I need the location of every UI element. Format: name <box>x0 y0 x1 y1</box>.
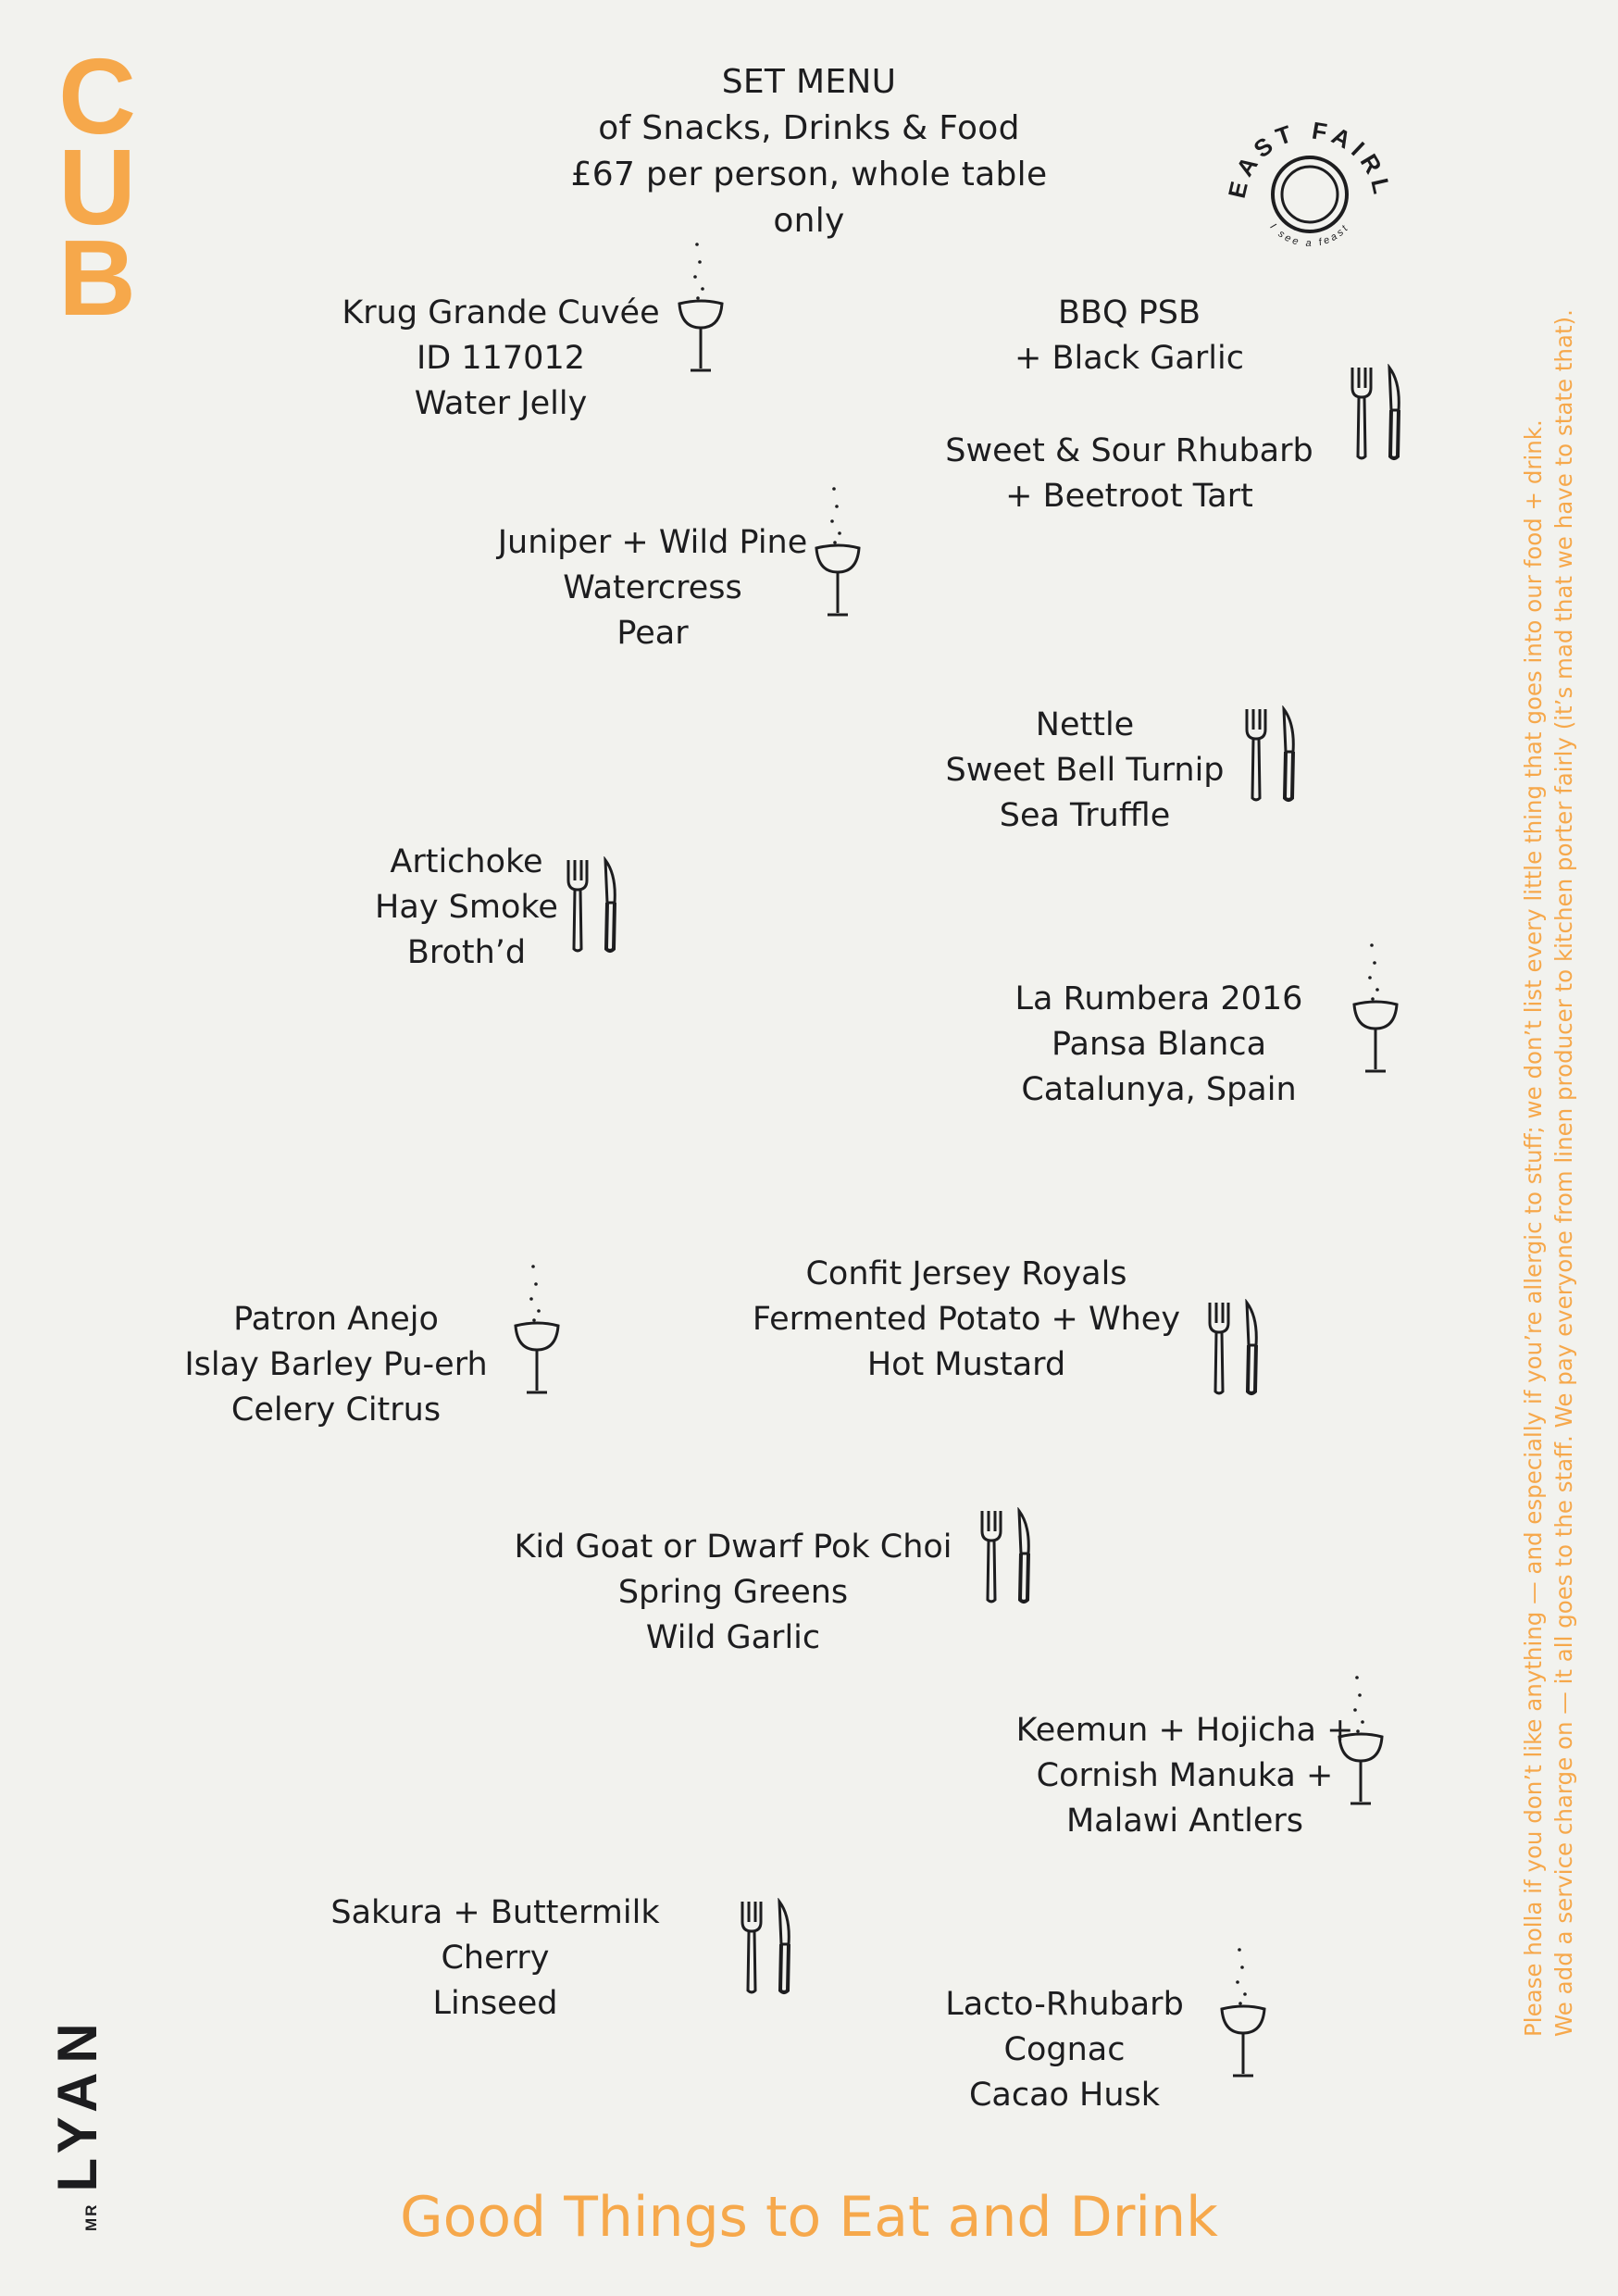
menu-item-krug <box>334 291 667 427</box>
menu-item-line: + Beetroot Tart <box>1005 478 1253 515</box>
menu-item-bbq-psb <box>963 291 1296 381</box>
menu-item-line: Artichoke <box>390 843 543 880</box>
menu-item-line: Malawi Antlers <box>1065 1803 1304 1840</box>
menu-item-juniper <box>486 520 819 656</box>
menu-item-line: Wild Garlic <box>645 1619 821 1656</box>
menu-item-line: Sea Truffle <box>999 797 1171 834</box>
menu-item-keemun <box>1000 1708 1370 1844</box>
side-note <box>1518 278 1579 2037</box>
cutlery-icon <box>737 1898 796 2000</box>
glass-icon <box>674 239 729 378</box>
menu-item-line: Cornish Manuka + <box>1036 1757 1334 1794</box>
menu-item-sakura <box>329 1890 662 2027</box>
menu-item-line: Watercress <box>563 569 742 606</box>
mr-lyan-logo <box>44 2000 118 2240</box>
menu-item-line: Water Jelly <box>414 385 588 422</box>
menu-item-line: Pear <box>616 615 689 652</box>
menu-price: £67 per person, whole table only <box>570 156 1048 240</box>
menu-item-la-rumbera <box>974 977 1344 1113</box>
feast-fairly-badge <box>1217 102 1402 287</box>
menu-title: SET MENU <box>721 63 897 101</box>
mr-lyan-text: MRLYAN <box>46 2014 108 2231</box>
menu-item-line: Hay Smoke <box>375 889 558 926</box>
menu-item-line: Confit Jersey Royals <box>805 1255 1127 1292</box>
cutlery-icon <box>1347 364 1406 466</box>
menu-item-nettle <box>918 703 1251 839</box>
cutlery-icon <box>563 856 622 958</box>
menu-item-rhubarb-tart <box>926 429 1333 519</box>
menu-item-line: Hot Mustard <box>866 1346 1066 1383</box>
badge-outer-ring <box>1273 157 1347 231</box>
menu-item-kid-goat <box>506 1525 960 1661</box>
menu-item-line: ID 117012 <box>416 340 585 377</box>
menu-subtitle: of Snacks, Drinks & Food <box>598 109 1020 147</box>
menu-item-lacto-rhubarb <box>926 1982 1203 2118</box>
menu-item-line: Spring Greens <box>617 1574 849 1611</box>
cub-logo-letter-c: C <box>58 36 136 156</box>
glass-icon <box>510 1261 566 1400</box>
badge-bottom-text: I see a feast <box>1267 221 1352 250</box>
menu-item-line: Sweet Bell Turnip <box>945 752 1225 789</box>
menu-item-line: Nettle <box>1035 706 1135 743</box>
menu-item-line: Sakura + Buttermilk <box>330 1894 660 1931</box>
menu-item-line: Cacao Husk <box>968 2077 1161 2114</box>
glass-icon <box>1349 940 1404 1079</box>
glass-icon <box>1334 1672 1389 1811</box>
badge-inner-ring <box>1282 167 1338 222</box>
cub-logo-letter-u: U <box>58 127 136 247</box>
menu-item-line: Islay Barley Pu-erh <box>184 1346 488 1383</box>
menu-item-line: Cherry <box>441 1940 550 1977</box>
badge-top-text: EAST FAIRL <box>1222 116 1397 201</box>
footer-tagline: Good Things to Eat and Drink <box>400 2185 1218 2250</box>
menu-item-line: Fermented Potato + Whey <box>752 1301 1181 1338</box>
menu-item-line: Broth’d <box>406 934 527 971</box>
menu-item-line: Patron Anejo <box>233 1301 439 1338</box>
cutlery-icon <box>1204 1299 1263 1401</box>
menu-item-line: Pansa Blanca <box>1051 1026 1267 1063</box>
cutlery-icon <box>977 1507 1036 1609</box>
menu-item-artichoke <box>337 840 596 976</box>
menu-item-line: Lacto-Rhubarb <box>945 1986 1184 2023</box>
menu-item-patron-anejo <box>169 1297 503 1433</box>
menu-item-line: Catalunya, Spain <box>1021 1071 1297 1108</box>
menu-item-line: Sweet & Sour Rhubarb <box>945 432 1313 469</box>
cub-logo-letter-b: B <box>58 218 136 338</box>
menu-item-line: Cognac <box>1003 2031 1126 2068</box>
side-note-service: We add a service charge on — it all goes to the staff. We pay everyone from linen producer to kitchen porter fairly (it’s mad that we have to state that). <box>1550 309 1577 2037</box>
cutlery-icon <box>1241 705 1301 807</box>
menu-item-line: Krug Grande Cuvée <box>342 294 660 331</box>
glass-icon <box>811 483 866 622</box>
menu-item-line: La Rumbera 2016 <box>1014 980 1303 1017</box>
menu-item-jersey-royals <box>744 1252 1189 1388</box>
cub-logo <box>46 36 148 338</box>
menu-item-line: + Black Garlic <box>1014 340 1244 377</box>
menu-item-line: Kid Goat or Dwarf Pok Choi <box>514 1529 952 1566</box>
menu-item-line: Linseed <box>432 1985 558 2022</box>
menu-item-line: Celery Citrus <box>230 1391 442 1429</box>
menu-item-line: BBQ PSB <box>1057 294 1201 331</box>
menu-item-line: Keemun + Hojicha + <box>1015 1712 1354 1749</box>
side-note-allergy: Please holla if you don’t like anything — and especially if you’re allergic to stuff; we don’t list every little thing that goes into our food + drink. <box>1520 419 1547 2037</box>
menu-item-line: Juniper + Wild Pine <box>497 524 808 561</box>
menu-header <box>531 59 1087 244</box>
glass-icon <box>1216 1944 1272 2083</box>
